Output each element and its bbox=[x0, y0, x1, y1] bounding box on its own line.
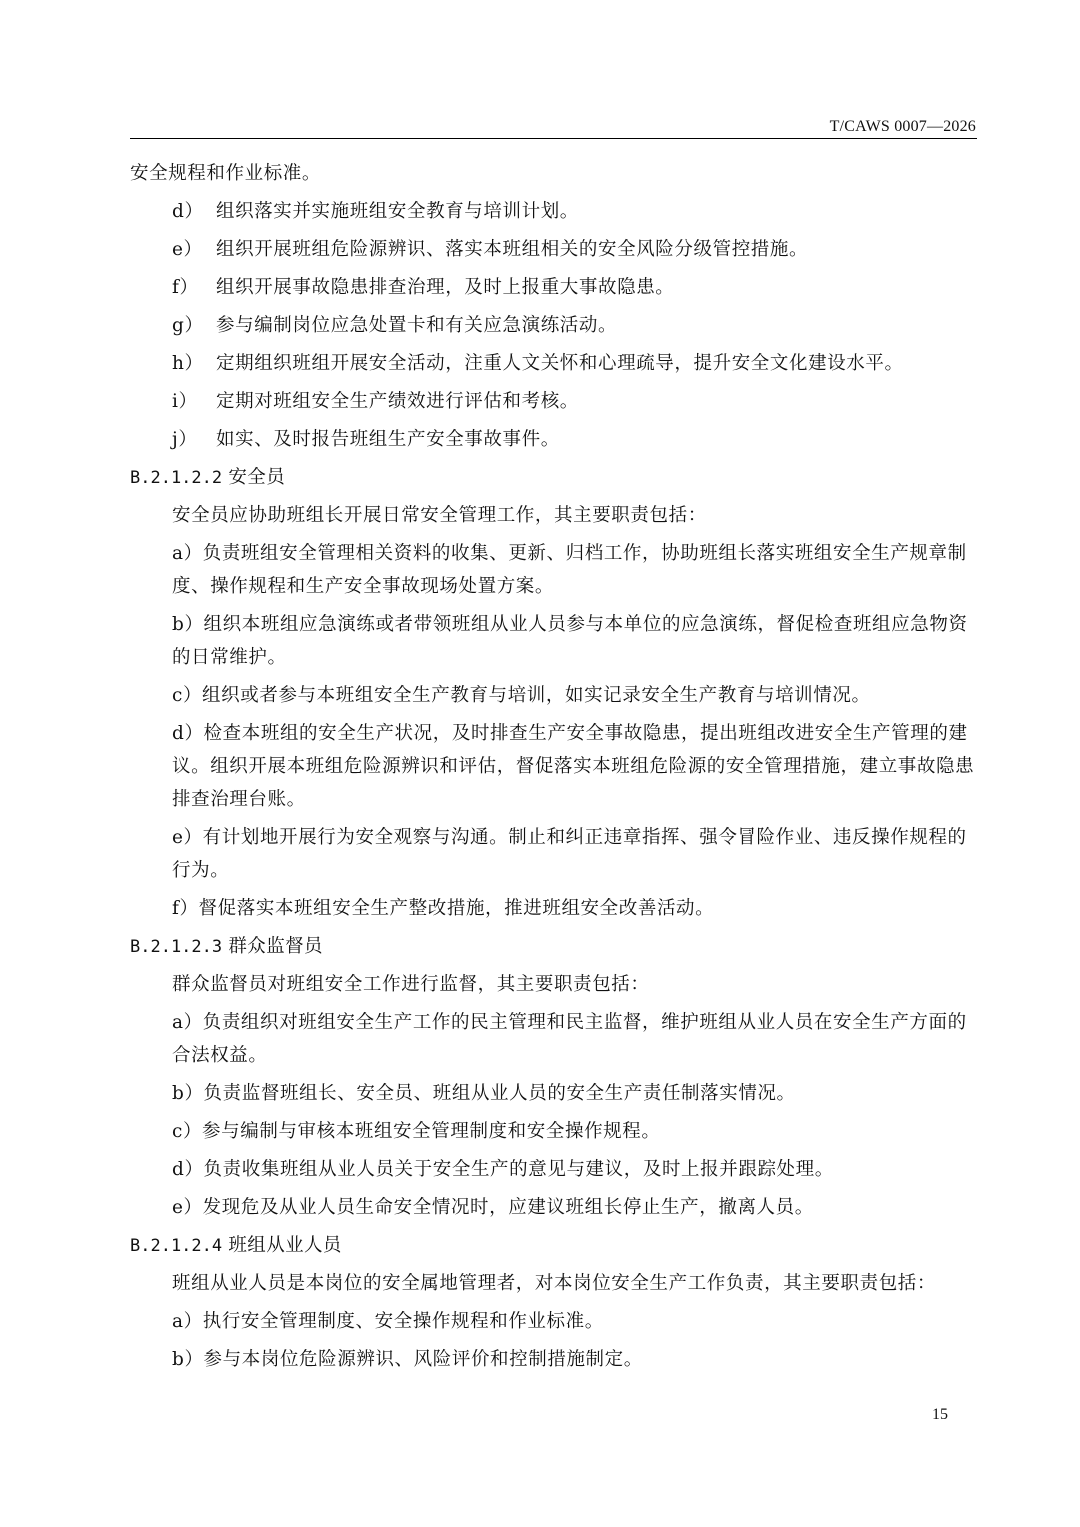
duty-item: a）负责组织对班组安全生产工作的民主管理和民主监督，维护班组从业人员在安全生产方面的合法权益。 bbox=[172, 1012, 967, 1066]
body-text bbox=[130, 155, 977, 1379]
standard-number: T/CAWS 0007—2026 bbox=[829, 118, 976, 135]
continuation-line: 安全规程和作业标准。 bbox=[130, 163, 322, 184]
list-item: j） 如实、及时报告班组生产安全事故事件。 bbox=[172, 429, 560, 450]
duty-item: a）负责班组安全管理相关资料的收集、更新、归档工作，协助班组长落实班组安全生产规章制度、操作规程和生产安全事故现场处置方案。 bbox=[172, 543, 967, 597]
duty-item: e）有计划地开展行为安全观察与沟通。制止和纠正违章指挥、强令冒险作业、违反操作规程的行为。 bbox=[172, 827, 967, 881]
section-heading: B.2.1.2.3 群众监督员 bbox=[130, 936, 323, 957]
duty-item: a）执行安全管理制度、安全操作规程和作业标准。 bbox=[172, 1311, 604, 1332]
duty-item: b）负责监督班组长、安全员、班组从业人员的安全生产责任制落实情况。 bbox=[172, 1083, 796, 1104]
list-item: d） 组织落实并实施班组安全教育与培训计划。 bbox=[172, 201, 579, 222]
section-heading: B.2.1.2.4 班组从业人员 bbox=[130, 1235, 342, 1256]
duty-item: f）督促落实本班组安全生产整改措施，推进班组安全改善活动。 bbox=[172, 898, 715, 919]
list-item: i） 定期对班组安全生产绩效进行评估和考核。 bbox=[172, 391, 579, 412]
duty-item: d）负责收集班组从业人员关于安全生产的意见与建议，及时上报并跟踪处理。 bbox=[172, 1159, 834, 1180]
section-intro: 安全员应协助班组长开展日常安全管理工作，其主要职责包括： bbox=[172, 505, 707, 526]
list-item: h） 定期组织班组开展安全活动，注重人文关怀和心理疏导，提升安全文化建设水平。 bbox=[172, 353, 904, 374]
section-intro: 班组从业人员是本岗位的安全属地管理者，对本岗位安全生产工作负责，其主要职责包括： bbox=[172, 1273, 937, 1294]
list-item: f） 组织开展事故隐患排查治理，及时上报重大事故隐患。 bbox=[172, 277, 675, 298]
duty-item: d）检查本班组的安全生产状况，及时排查生产安全事故隐患，提出班组改进安全生产管理的建议。组织开展本班组危险源辨识和评估，督促落实本班组危险源的安全管理措施，建立事故隐患排查治理台账。 bbox=[172, 723, 975, 810]
duty-item: b）组织本班组应急演练或者带领班组从业人员参与本单位的应急演练，督促检查班组应急物资的日常维护。 bbox=[172, 614, 968, 668]
duty-item: b）参与本岗位危险源辨识、风险评价和控制措施制定。 bbox=[172, 1349, 643, 1370]
duty-item: c）组织或者参与本班组安全生产教育与培训，如实记录安全生产教育与培训情况。 bbox=[172, 685, 871, 706]
list-item: e） 组织开展班组危险源辨识、落实本班组相关的安全风险分级管控措施。 bbox=[172, 239, 809, 260]
duty-item: e）发现危及从业人员生命安全情况时，应建议班组长停止生产，撤离人员。 bbox=[172, 1197, 814, 1218]
page-number: 15 bbox=[932, 1406, 948, 1423]
section-intro: 群众监督员对班组安全工作进行监督，其主要职责包括： bbox=[172, 974, 650, 995]
section-heading: B.2.1.2.2 安全员 bbox=[130, 467, 286, 488]
header-divider bbox=[130, 138, 977, 139]
list-item: g） 参与编制岗位应急处置卡和有关应急演练活动。 bbox=[172, 315, 618, 336]
duty-item: c）参与编制与审核本班组安全管理制度和安全操作规程。 bbox=[172, 1121, 661, 1142]
